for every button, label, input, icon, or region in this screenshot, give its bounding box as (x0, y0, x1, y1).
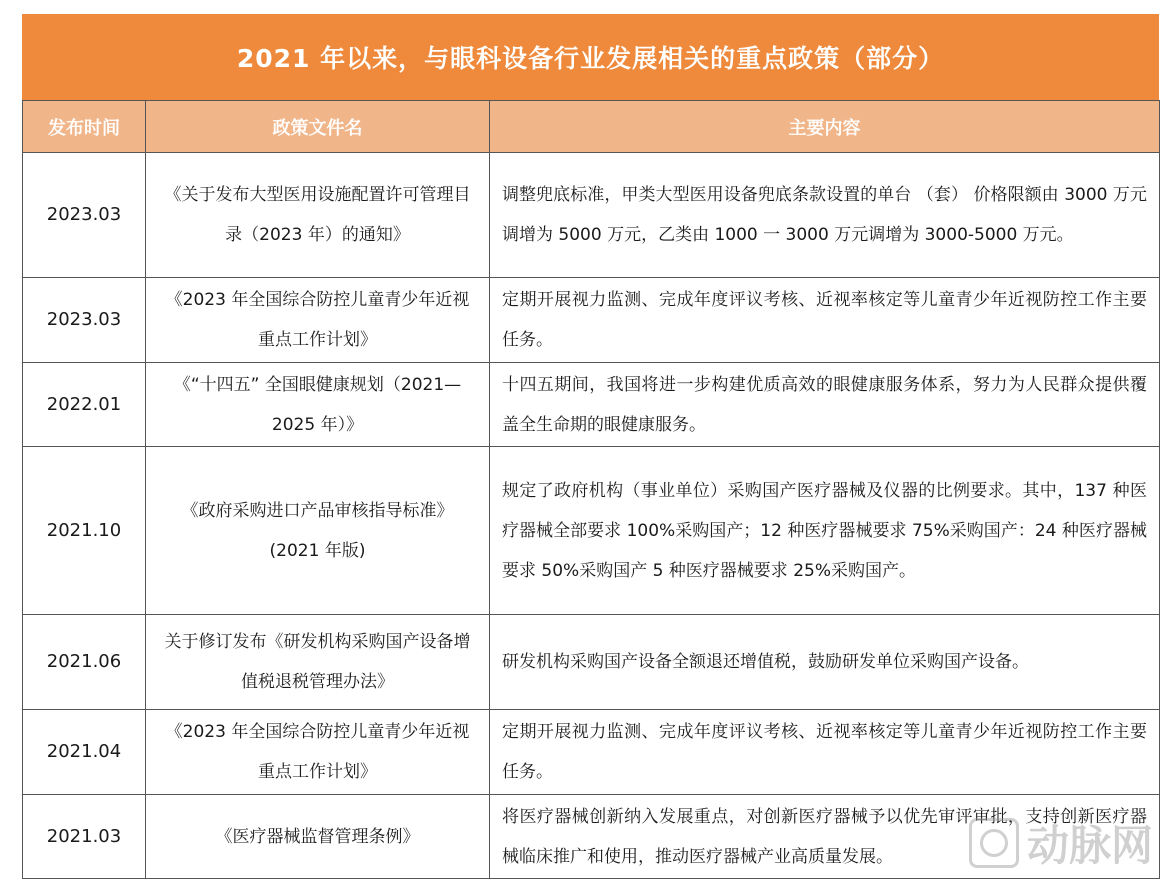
table-row (23, 278, 1160, 363)
row-content: 研发机构采购国产设备全额退还增值税，鼓励研发单位采购国产设备。 (490, 615, 1160, 710)
row-policy-name: 《关于发布大型医用设施配置许可管理目录（2023 年）的通知》 (146, 153, 490, 278)
row-content: 定期开展视力监测、完成年度评议考核、近视率核定等儿童青少年近视防控工作主要任务。 (490, 278, 1160, 363)
table-row (23, 153, 1160, 278)
row-policy-name: 《2023 年全国综合防控儿童青少年近视重点工作计划》 (146, 278, 490, 363)
watermark-text: 动脉网 (1026, 821, 1153, 870)
row-policy-name: 关于修订发布《研发机构采购国产设备增值税退税管理办法》 (146, 615, 490, 710)
table-row (23, 710, 1160, 795)
row-date: 2021.03 (23, 795, 146, 879)
row-policy-name: 《2023 年全国综合防控儿童青少年近视重点工作计划》 (146, 710, 490, 795)
table-row (23, 615, 1160, 710)
row-date: 2023.03 (23, 153, 146, 278)
row-content: 将医疗器械创新纳入发展重点，对创新医疗器械予以优先审评审批，支持创新医疗器械临床推广和使用，推动医疗器械产业高质量发展。 (490, 795, 1160, 879)
header-name: 政策文件名 (146, 101, 490, 153)
header-date: 发布时间 (23, 101, 146, 153)
row-date: 2021.10 (23, 447, 146, 615)
row-content: 十四五期间，我国将进一步构建优质高效的眼健康服务体系，努力为人民群众提供覆盖全生命期的眼健康服务。 (490, 363, 1160, 447)
header-content: 主要内容 (490, 101, 1160, 153)
row-content: 调整兜底标准，甲类大型医用设备兜底条款设置的单台 （套） 价格限额由 3000 万元调增为 5000 万元，乙类由 1000 一 3000 万元调增为 3000-5000 万元。 (490, 153, 1160, 278)
table-title: 2021 年以来，与眼科设备行业发展相关的重点政策（部分） (22, 14, 1159, 100)
table-row (23, 363, 1160, 447)
watermark-logo-icon (969, 818, 1019, 868)
row-policy-name: 《政府采购进口产品审核指导标准》(2021 年版) (146, 447, 490, 615)
table-row (23, 447, 1160, 615)
header-row (23, 101, 1160, 153)
row-content: 定期开展视力监测、完成年度评议考核、近视率核定等儿童青少年近视防控工作主要任务。 (490, 710, 1160, 795)
row-date: 2021.04 (23, 710, 146, 795)
row-policy-name: 《医疗器械监督管理条例》 (146, 795, 490, 879)
row-date: 2023.03 (23, 278, 146, 363)
policy-table-frame (22, 14, 1159, 878)
row-policy-name: 《“十四五” 全国眼健康规划（2021—2025 年）》 (146, 363, 490, 447)
row-date: 2022.01 (23, 363, 146, 447)
policy-table (22, 100, 1160, 879)
row-content: 规定了政府机构（事业单位）采购国产医疗器械及仪器的比例要求。其中，137 种医疗器械全部要求 100%采购国产；12 种医疗器械要求 75%采购国产：24 种医疗器械要求 50%采购国产 5 种医疗器械要求 25%采购国产。 (490, 447, 1160, 615)
row-date: 2021.06 (23, 615, 146, 710)
watermark (969, 813, 1153, 873)
